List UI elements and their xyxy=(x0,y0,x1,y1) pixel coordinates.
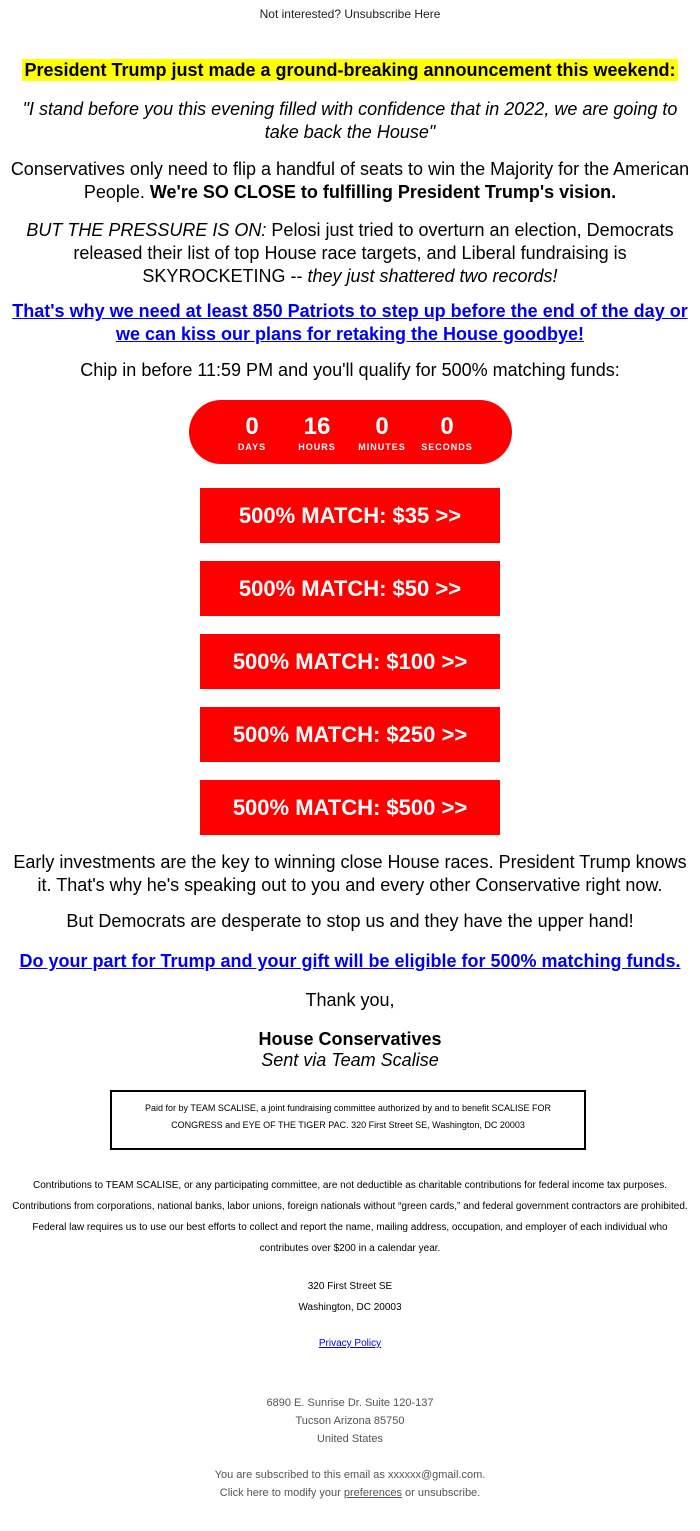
countdown-minutes-label: MINUTES xyxy=(358,442,406,452)
subscriber-email: xxxxxx@gmail.com xyxy=(387,1469,483,1481)
countdown-minutes xyxy=(347,414,417,452)
paragraph-majority-bold: We're SO CLOSE to fulfilling President Trump's vision. xyxy=(149,182,617,202)
committee-address-line2: Washington, DC 20003 xyxy=(298,1302,402,1313)
privacy-policy-link[interactable]: Privacy Policy xyxy=(318,1338,382,1349)
countdown-seconds-label: SECONDS xyxy=(421,442,473,452)
pressure-tail: they just shattered two records! xyxy=(307,266,558,286)
paragraph-investments: Early investments are the key to winning close House races. President Trump knows it. That's why he's speaking out to you and every other Conservative right now. xyxy=(13,852,687,895)
thanks-text: Thank you, xyxy=(305,990,395,1010)
subscription-prefix: You are subscribed to this email as xyxy=(214,1469,388,1481)
paragraph-majority-text: Conservatives only need to flip a handful of seats to win the Majority for the American People. xyxy=(10,159,690,202)
paragraph-democrats: But Democrats are desperate to stop us and they have the upper hand! xyxy=(66,911,634,931)
donate-500-button[interactable]: 500% MATCH: $500 >> xyxy=(200,780,500,835)
headline-highlight: President Trump just made a ground-breaking announcement this weekend: xyxy=(24,60,676,80)
preferences-link[interactable]: preferences xyxy=(343,1487,402,1499)
pressure-lead: BUT THE PRESSURE IS ON: xyxy=(26,220,267,240)
chip-in-text: Chip in before 11:59 PM and you'll qualify for 500% matching funds: xyxy=(80,360,620,380)
matching-funds-link[interactable]: Do your part for Trump and your gift will be eligible for 500% matching funds. xyxy=(19,951,681,971)
legal-text: Contributions to TEAM SCALISE, or any participating committee, are not deductible as charitable contributions for federal income tax purposes. Contributions from corporations, national banks, labor unions, foreign nationals without “green cards,” and federal government contractors are prohibited. Federal law requires us to use our best efforts to collect and report the name, mailing address, occupation, and employer of each individual who contributes over $200 in a calendar year. xyxy=(12,1180,688,1254)
countdown-days-label: DAYS xyxy=(237,442,267,452)
headline xyxy=(0,60,700,81)
countdown-hours-label: HOURS xyxy=(298,442,336,452)
unsubscribe-link[interactable]: Not interested? Unsubscribe Here xyxy=(259,7,441,21)
donate-35-button[interactable]: 500% MATCH: $35 >> xyxy=(200,488,500,543)
footer-address-line1: 6890 E. Sunrise Dr. Suite 120-137 xyxy=(266,1397,434,1409)
patriots-link-wrap xyxy=(6,300,694,346)
countdown-seconds-value: 0 xyxy=(440,413,454,440)
committee-address-line1: 320 First Street SE xyxy=(307,1281,393,1292)
footer-address-line2: Tucson Arizona 85750 xyxy=(295,1415,405,1427)
subscription-suffix: . xyxy=(482,1469,486,1481)
footer-address-line3: United States xyxy=(316,1433,384,1445)
paid-for-disclaimer: Paid for by TEAM SCALISE, a joint fundraising committee authorized by and to benefit SCALISE FOR CONGRESS and EYE OF THE TIGER PAC. 320 First Street SE, Washington, DC 20003 xyxy=(110,1090,586,1150)
countdown-hours xyxy=(282,414,352,452)
countdown-days xyxy=(217,414,287,452)
paragraph-majority xyxy=(6,158,694,204)
signature xyxy=(0,1029,700,1071)
footer-subscription xyxy=(0,1466,700,1502)
signature-org: House Conservatives xyxy=(258,1029,442,1049)
footer-address xyxy=(0,1394,700,1448)
countdown-seconds xyxy=(412,414,482,452)
countdown-hours-value: 16 xyxy=(303,413,331,440)
paragraph-pressure xyxy=(6,219,694,288)
trump-quote: "I stand before you this evening filled with confidence that in 2022, we are going to take back the House" xyxy=(22,99,678,142)
committee-address xyxy=(0,1276,700,1318)
countdown-minutes-value: 0 xyxy=(375,413,389,440)
preferences-suffix: or unsubscribe. xyxy=(401,1487,481,1499)
preferences-line xyxy=(0,1484,700,1502)
countdown-days-value: 0 xyxy=(245,413,259,440)
donate-250-button[interactable]: 500% MATCH: $250 >> xyxy=(200,707,500,762)
signature-via: Sent via Team Scalise xyxy=(261,1050,439,1070)
matching-link-wrap xyxy=(0,951,700,972)
preferences-prefix: Click here to modify your xyxy=(219,1487,344,1499)
pressure-text: Pelosi just tried to overturn an election, Democrats released their list of top House race targets, and Liberal fundraising is SKYROCKETING -- xyxy=(73,220,674,286)
patriots-link[interactable]: That's why we need at least 850 Patriots to step up before the end of the day or we can kiss our plans for retaking the House goodbye! xyxy=(12,301,688,344)
donate-50-button[interactable]: 500% MATCH: $50 >> xyxy=(200,561,500,616)
donate-100-button[interactable]: 500% MATCH: $100 >> xyxy=(200,634,500,689)
privacy-wrap xyxy=(0,1338,700,1349)
subscription-line xyxy=(0,1466,700,1484)
countdown-timer xyxy=(189,400,512,464)
